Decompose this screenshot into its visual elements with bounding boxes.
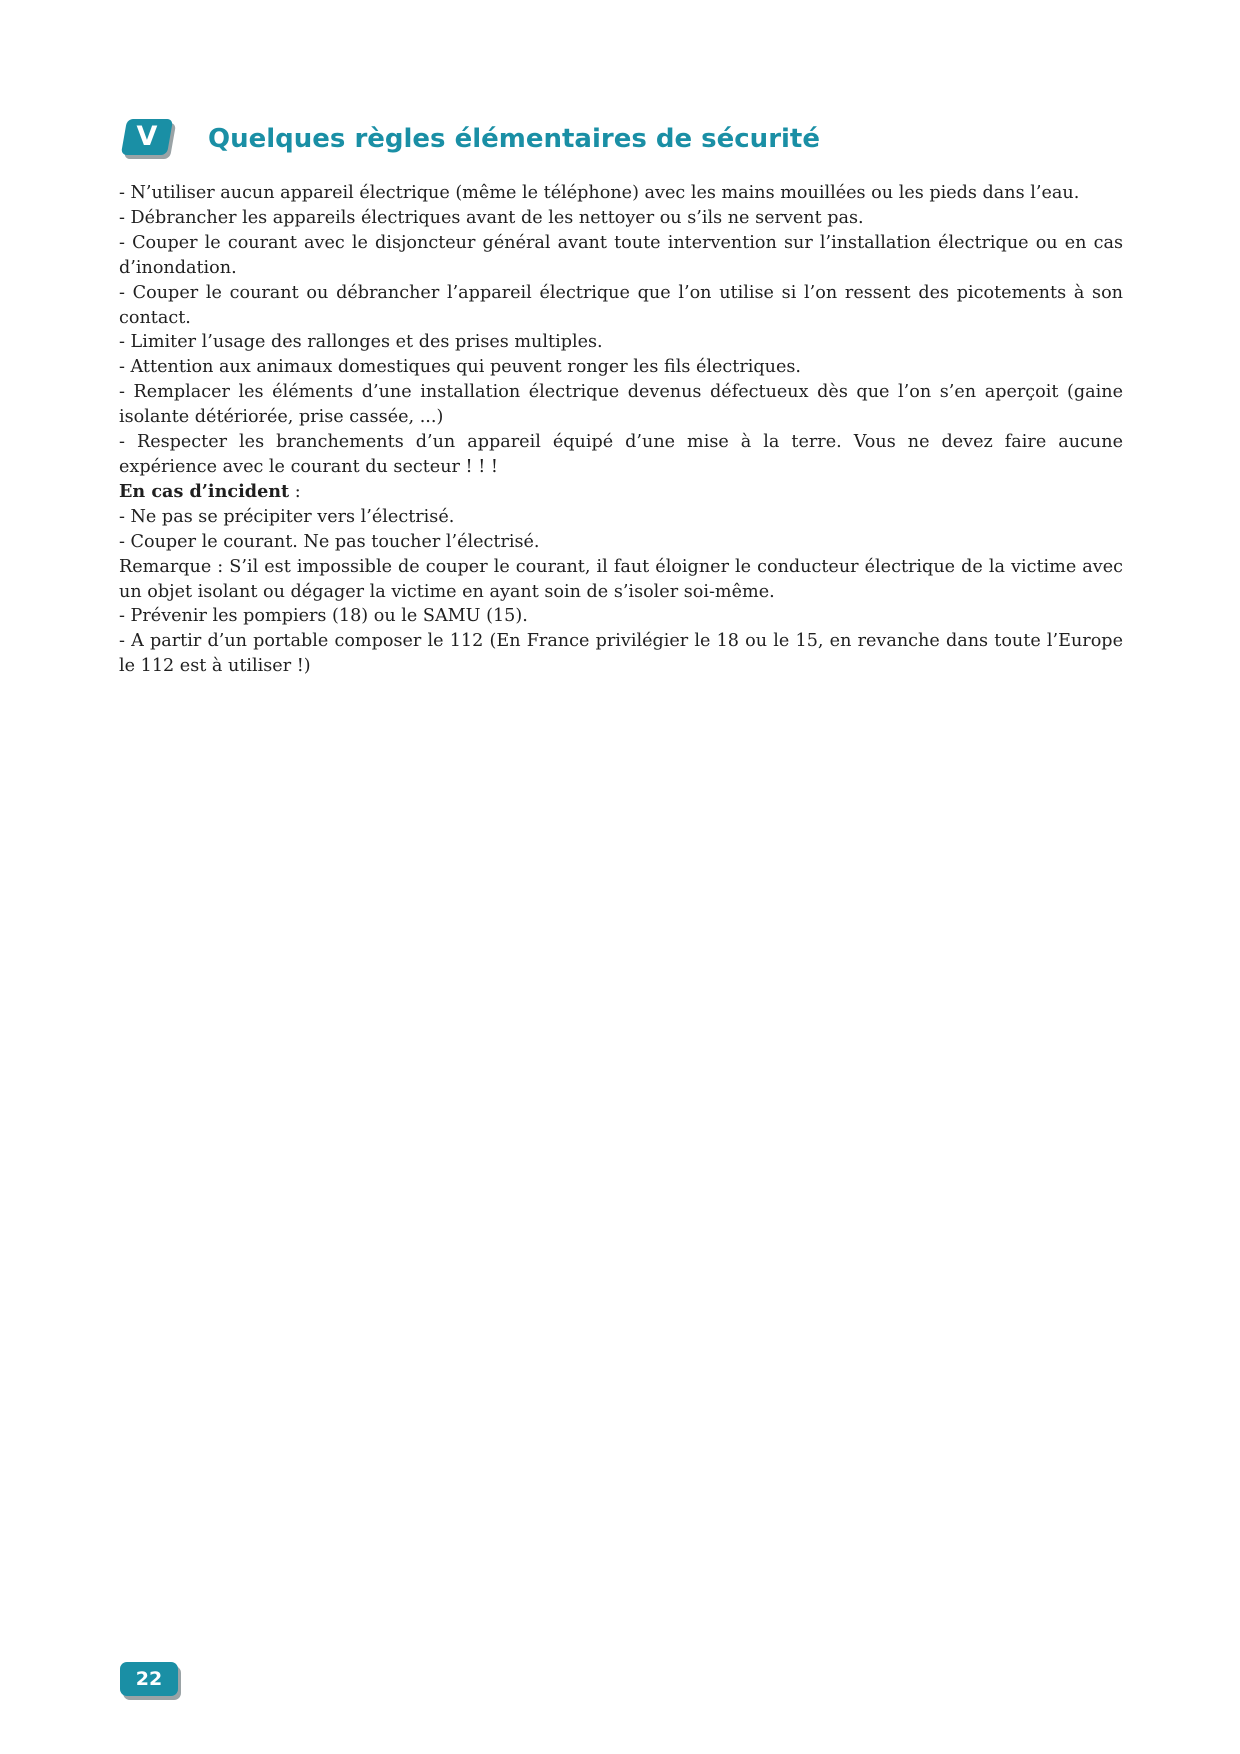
section-number: V (136, 121, 158, 152)
rule-item: - Limiter l’usage des rallonges et des prises multiples. (119, 332, 603, 353)
rule-item: - Respecter les branchements d’un appareil équipé d’une mise à la terre. Vous ne devez faire aucune expérience avec le courant du secteur ! ! ! (119, 432, 1123, 477)
incident-item: - Prévenir les pompiers (18) ou le SAMU (15). (119, 606, 528, 627)
incident-item: - Ne pas se précipiter vers l’électrisé. (119, 506, 455, 527)
rule-item: - N’utiliser aucun appareil électrique (même le téléphone) avec les mains mouillées ou les pieds dans l’eau. (119, 183, 1080, 203)
section-number-badge (122, 118, 176, 160)
page-number-badge (119, 1661, 183, 1701)
incident-heading-line (119, 480, 1123, 505)
safety-rules-text (119, 181, 1123, 679)
incident-heading-colon: : (289, 481, 301, 502)
section-header (122, 118, 1122, 162)
rule-item: - Attention aux animaux domestiques qui peuvent ronger les fils électriques. (119, 357, 801, 378)
rule-item: - Couper le courant ou débrancher l’appareil électrique que l’on utilise si l’on ressent des picotements à son contact. (119, 282, 1123, 328)
rule-item: - Débrancher les appareils électriques avant de les nettoyer ou s’ils ne servent pas. (119, 207, 864, 228)
rule-item: - Couper le courant avec le disjoncteur général avant toute intervention sur l’installation électrique ou en cas d’inondation. (119, 232, 1123, 278)
incident-item: - A partir d’un portable composer le 112 (En France privilégier le 18 ou le 15, en revanche dans toute l’Europe le 112 est à utiliser !) (119, 631, 1123, 677)
incident-remark: Remarque : S’il est impossible de couper le courant, il faut éloigner le conducteur électrique de la victime avec un objet isolant ou dégager la victime en ayant soin de s’isoler soi-même. (119, 556, 1123, 602)
incident-item: - Couper le courant. Ne pas toucher l’électrisé. (119, 531, 540, 552)
section-title: Quelques règles élémentaires de sécurité (208, 124, 820, 154)
incident-heading: En cas d’incident (119, 480, 290, 502)
page-number: 22 (120, 1662, 178, 1696)
rule-item: - Remplacer les éléments d’une installation électrique devenus défectueux dès que l’on s’en aperçoit (gaine isolante détériorée, prise cassée, ...) (119, 382, 1123, 428)
